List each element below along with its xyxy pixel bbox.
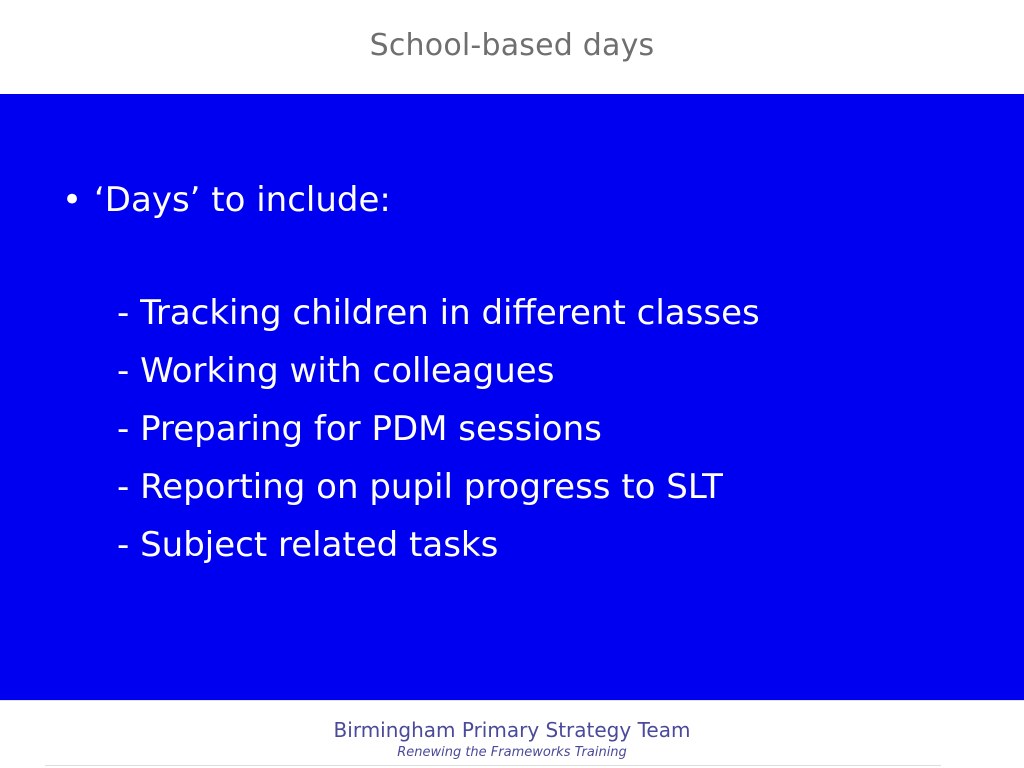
sub-item-list: [117, 294, 760, 584]
bullet-marker: •: [62, 180, 83, 220]
sub-item: - Reporting on pupil progress to SLT: [117, 467, 723, 507]
sub-item: - Preparing for PDM sessions: [117, 409, 602, 449]
slide-title: School-based days: [369, 28, 655, 63]
footer-title: Birmingham Primary Strategy Team: [333, 718, 691, 742]
sub-item: - Tracking children in different classes: [117, 293, 760, 333]
bottom-rule: [45, 765, 941, 766]
main-bullet: [62, 180, 391, 220]
footer-divider: [0, 700, 1024, 701]
sub-item: - Subject related tasks: [117, 525, 499, 565]
main-bullet-text: ‘Days’ to include:: [94, 180, 391, 220]
footer-subtitle: Renewing the Frameworks Training: [397, 745, 627, 760]
sub-item: - Working with colleagues: [117, 351, 555, 391]
